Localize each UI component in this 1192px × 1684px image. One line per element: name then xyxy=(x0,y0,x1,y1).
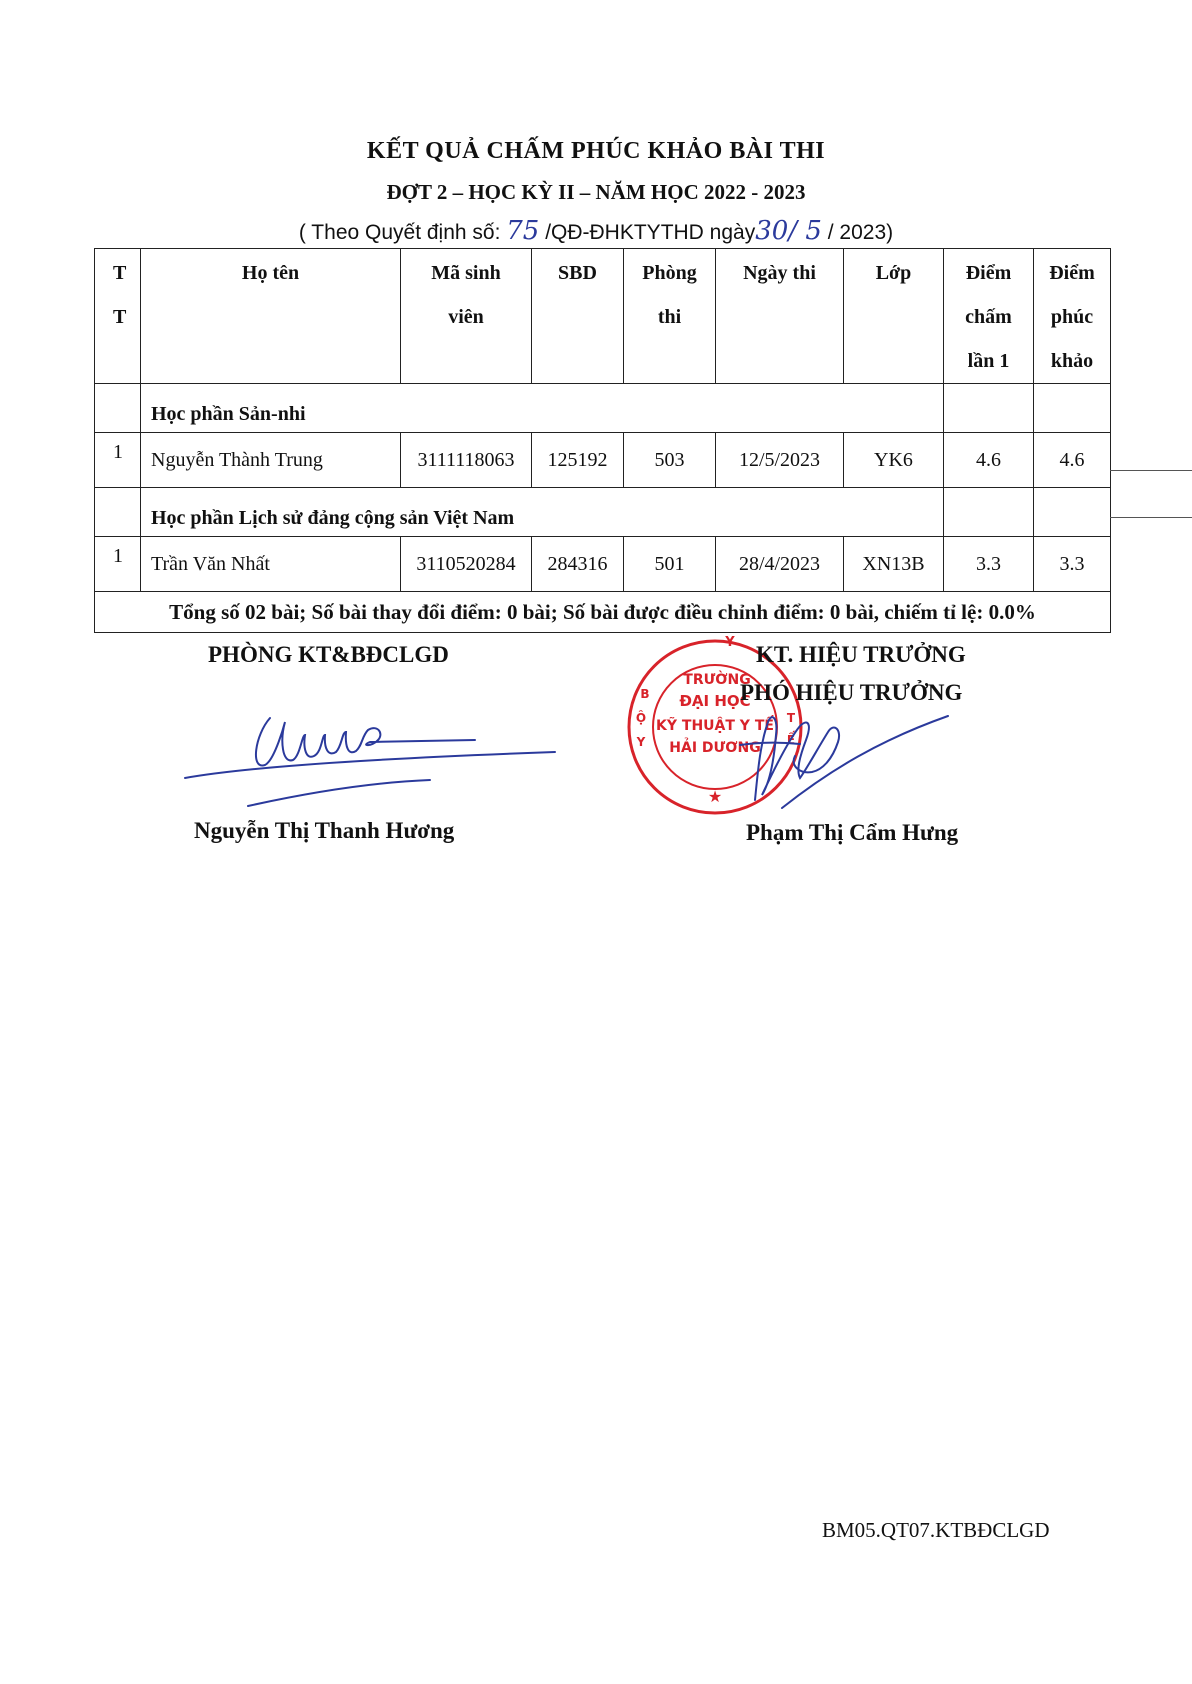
cell-class: XN13B xyxy=(844,537,944,592)
table-row xyxy=(95,537,1111,592)
decision-prefix: ( Theo Quyết định số: xyxy=(298,221,507,244)
svg-text:B: B xyxy=(640,687,650,701)
cell-score1: 3.3 xyxy=(944,537,1034,592)
scan-line xyxy=(1110,517,1192,518)
form-code: BM05.QT07.KTBĐCLGD xyxy=(822,1518,1050,1542)
cell-name: Nguyễn Thành Trung xyxy=(141,433,401,488)
decision-mid: /QĐ-ĐHKTYTHD ngày xyxy=(539,221,756,244)
decision-month: 5 xyxy=(805,216,822,246)
seal-line-2: ĐẠI HỌC xyxy=(679,692,751,710)
col-header-student-id: Mã sinh viên xyxy=(401,249,532,384)
col-header-class: Lớp xyxy=(844,249,944,384)
decision-day: 30 xyxy=(755,216,789,246)
results-table xyxy=(94,248,1111,633)
cell-stt: 1 xyxy=(95,537,141,592)
total-summary: Tổng số 02 bài; Số bài thay đổi điểm: 0 bài; Số bài được điều chỉnh điểm: 0 bài, chiếm tỉ lệ: 0.0% xyxy=(95,592,1111,633)
table-header-row xyxy=(95,249,1111,384)
group-name: Học phần Lịch sử đảng cộng sản Việt Nam xyxy=(141,488,944,537)
group-row xyxy=(95,384,1111,433)
decision-sep: / xyxy=(788,216,806,246)
cell-class: YK6 xyxy=(844,433,944,488)
cell-score-review: 4.6 xyxy=(1034,433,1111,488)
col-header-name: Họ tên xyxy=(141,249,401,384)
left-signature xyxy=(256,718,475,765)
total-summary-row xyxy=(95,592,1111,633)
seal-line-1: TRƯỜNG xyxy=(683,672,751,688)
cell-score1: 4.6 xyxy=(944,433,1034,488)
col-header-sbd: SBD xyxy=(532,249,624,384)
cell-room: 501 xyxy=(624,537,716,592)
cell-date: 28/4/2023 xyxy=(716,537,844,592)
table-row xyxy=(95,433,1111,488)
left-signatory-name: Nguyễn Thị Thanh Hương xyxy=(194,818,455,843)
seal-line-4: HẢI DƯƠNG xyxy=(669,740,761,756)
group-name: Học phần Sản-nhi xyxy=(141,384,944,433)
cell-student-id: 3110520284 xyxy=(401,537,532,592)
decision-reference xyxy=(0,216,1192,246)
decision-suffix: / 2023) xyxy=(821,221,894,244)
scan-line xyxy=(1110,470,1192,471)
right-signatory-title-1: KT. HIỆU TRƯỞNG xyxy=(756,642,966,667)
svg-text:Ế: Ế xyxy=(786,733,796,747)
svg-text:T: T xyxy=(786,711,796,725)
seal-line-3: KỸ THUẬT Y TẾ xyxy=(656,718,774,734)
right-signatory-title-2: PHÓ HIỆU TRƯỞNG xyxy=(740,680,963,705)
cell-student-id: 3111118063 xyxy=(401,433,532,488)
document-title: KẾT QUẢ CHẤM PHÚC KHẢO BÀI THI xyxy=(366,138,826,164)
svg-text:★: ★ xyxy=(707,787,723,806)
right-signatory-name: Phạm Thị Cẩm Hưng xyxy=(746,820,959,845)
col-header-stt: T T xyxy=(95,249,141,384)
cell-stt: 1 xyxy=(95,433,141,488)
left-signatory-title: PHÒNG KT&BĐCLGD xyxy=(208,642,449,667)
col-header-score-review: Điểm phúc khảo xyxy=(1034,249,1111,384)
cell-room: 503 xyxy=(624,433,716,488)
col-header-score1: Điểm chấm lần 1 xyxy=(944,249,1034,384)
cell-sbd: 125192 xyxy=(532,433,624,488)
svg-text:Y: Y xyxy=(636,735,646,749)
cell-score-review: 3.3 xyxy=(1034,537,1111,592)
group-row xyxy=(95,488,1111,537)
cell-sbd: 284316 xyxy=(532,537,624,592)
col-header-date: Ngày thi xyxy=(716,249,844,384)
svg-text:Ộ: Ộ xyxy=(635,711,647,725)
svg-text:Y: Y xyxy=(725,635,735,650)
col-header-room: Phòng thi xyxy=(624,249,716,384)
decision-number: 75 xyxy=(506,216,540,246)
cell-date: 12/5/2023 xyxy=(716,433,844,488)
cell-name: Trần Văn Nhất xyxy=(141,537,401,592)
document-subtitle: ĐỢT 2 – HỌC KỲ II – NĂM HỌC 2022 - 2023 xyxy=(386,180,806,204)
